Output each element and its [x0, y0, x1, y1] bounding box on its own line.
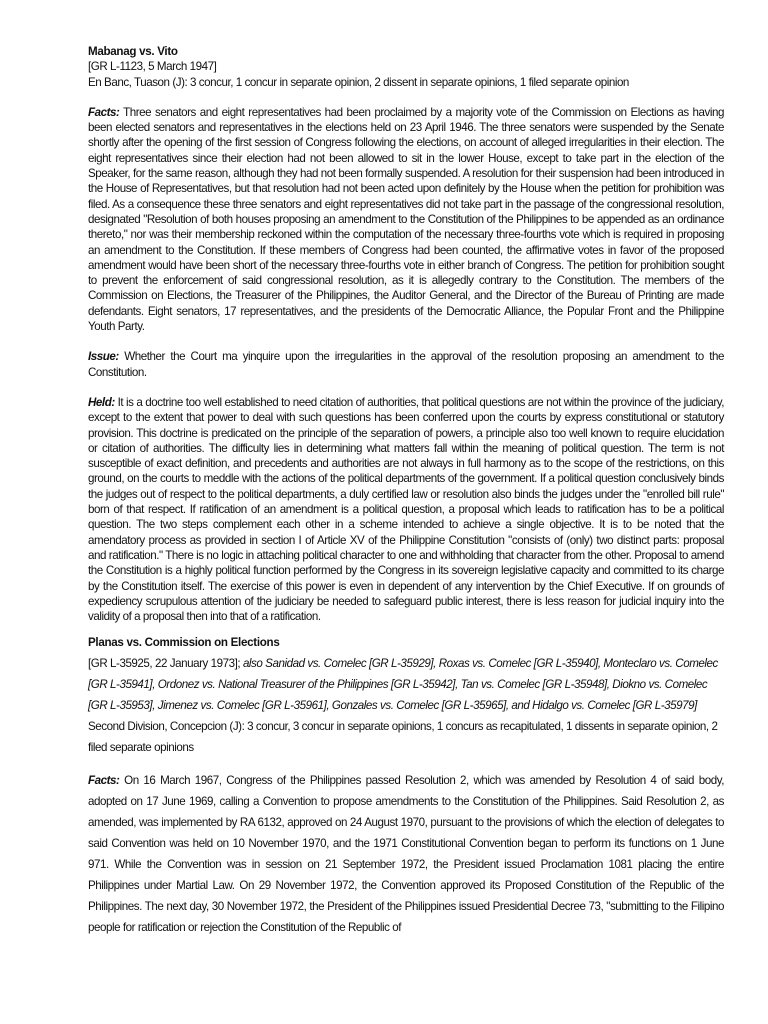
issue-text: Whether the Court ma yinquire upon the irregularities in the approval of the resolution proposing an amendment to the Constitution. — [88, 350, 724, 379]
held-label: Held: — [88, 395, 115, 409]
citation-related-cases: also Sanidad vs. Comelec [GR L-35929], Roxas vs. Comelec [GR L-35940], Monteclaro vs. Comelec [GR L-35941], Ordonez vs. National Treasurer of the Philippines [GR L-35942], Tan vs. Comelec [GR L-35948], Diokno vs. Comelec [GR L-35953], Jimenez vs. Comelec [GR L-35961], Gonzales vs. Comelec [GR L-35965], and Hidalgo vs. Comelec [GR L-35979] — [88, 657, 718, 713]
issue-label: Issue: — [88, 350, 119, 364]
case-citation: [GR L-1123, 5 March 1947] — [88, 60, 217, 74]
case-bench: En Banc, Tuason (J): 3 concur, 1 concur in separate opinion, 2 dissent in separate opinions, 1 filed separate opinion — [88, 75, 629, 89]
case-mabanag-vs-vito — [88, 44, 724, 624]
facts-label: Facts: — [88, 774, 120, 788]
citation-lead: [GR L-35925, 22 January 1973]; — [88, 657, 241, 671]
held-text: It is a doctrine too well established to need citation of authorities, that political questions are not within the province of the judiciary, except to the extent that power to deal with such questions has been conferred upon the courts by express constitutional or statutory provision. This doctrine is predicated on the principle of the separation of powers, a principle also too well known to require elucidation or citation of authorities. The difficulty lies in determining what matters fall within the meaning of political question. The term is not susceptible of exact definition, and precedents and authorities are not always in full harmony as to the scope of the restrictions, on this ground, on the courts to meddle with the actions of the political departments of the government. If a political question conclusively binds the judges out of respect to the political departments, a duly certified law or resolution also binds the judges under the "enrolled bill rule" born of that respect. If ratification of an amendment is a political question, a proposal which leads to ratification has to be a political question. The two steps complement each other in a scheme intended to achieve a single objective. It is to be noted that the amendatory process as provided in section I of Article XV of the Philippine Constitution "consists of (only) two distinct parts: proposal and ratification." There is no logic in attaching political character to one and withholding that character from the other. Proposal to amend the Constitution is a highly political function performed by the Congress in its sovereign legislative capacity and committed to its charge by the Constitution itself. The exercise of this power is even in dependent of any intervention by the Chief Executive. If on grounds of expediency scrupulous attention of the judiciary be needed to safeguard public interest, there is less reason for judicial inquiry into the validity of a proposal then into that of a ratification. — [88, 395, 724, 624]
held-paragraph — [88, 395, 724, 624]
case-bench: Second Division, Concepcion (J): 3 concur, 3 concur in separate opinions, 1 concurs as recapitulated, 1 dissents in separate opinion, 2 filed separate opinions — [88, 720, 718, 755]
case-planas-vs-comelec — [88, 632, 724, 938]
case-citation — [88, 653, 724, 716]
facts-paragraph — [88, 105, 724, 334]
facts-text: Three senators and eight representatives had been proclaimed by a majority vote of the Commission on Elections as having been elected senators and representatives in the elections held on 23 April 1946. The three senators were suspended by the Senate shortly after the opening of the first session of Congress following the elections, on account of alleged irregularities in their election. The eight representatives since their election had not been allowed to sit in the lower House, except to take part in the election of the Speaker, for the same reason, although they had not been formally suspended. A resolution for their suspension had been introduced in the House of Representatives, but that resolution had not been acted upon definitely by the House when the petition for prohibition was filed. As a consequence these three senators and eight representatives did not take part in the passage of the congressional resolution, designated "Resolution of both houses proposing an amendment to the Constitution of the Philippines to be appended as an ordinance thereto," nor was their membership reckoned within the computation of the necessary three-fourths vote which is required in proposing an amendment to the Constitution. If these members of Congress had been counted, the affirmative votes in favor of the proposed amendment would have been short of the necessary three-fourths vote in either branch of Congress. The petition for prohibition sought to prevent the enforcement of said congressional resolution, as it is allegedly contrary to the Constitution. The members of the Commission on Elections, the Treasurer of the Philippines, the Auditor General, and the Director of the Bureau of Printing are made defendants. Eight senators, 17 representatives, and the presidents of the Democratic Alliance, the Popular Front and the Philippine Youth Party. — [88, 105, 725, 334]
issue-paragraph — [88, 349, 724, 380]
case-title: Mabanag vs. Vito — [88, 45, 178, 58]
facts-label: Facts: — [88, 105, 120, 119]
case-title: Planas vs. Commission on Elections — [88, 636, 280, 650]
document-page — [88, 44, 724, 938]
facts-paragraph — [88, 770, 724, 938]
facts-text: On 16 March 1967, Congress of the Philippines passed Resolution 2, which was amended by Resolution 4 of said body, adopted on 17 June 1969, calling a Convention to propose amendments to the Constitution of the Philippines. Said Resolution 2, as amended, was implemented by RA 6132, approved on 24 August 1970, pursuant to the provisions of which the election of delegates to said Convention was held on 10 November 1970, and the 1971 Constitutional Convention began to perform its functions on 1 June 971. While the Convention was in session on 21 September 1972, the President issued Proclamation 1081 placing the entire Philippines under Martial Law. On 29 November 1972, the Convention approved its Proposed Constitution of the Republic of the Philippines. The next day, 30 November 1972, the President of the Philippines issued Presidential Decree 73, "submitting to the Filipino people for ratification or rejection the Constitution of the Republic of — [88, 774, 724, 935]
